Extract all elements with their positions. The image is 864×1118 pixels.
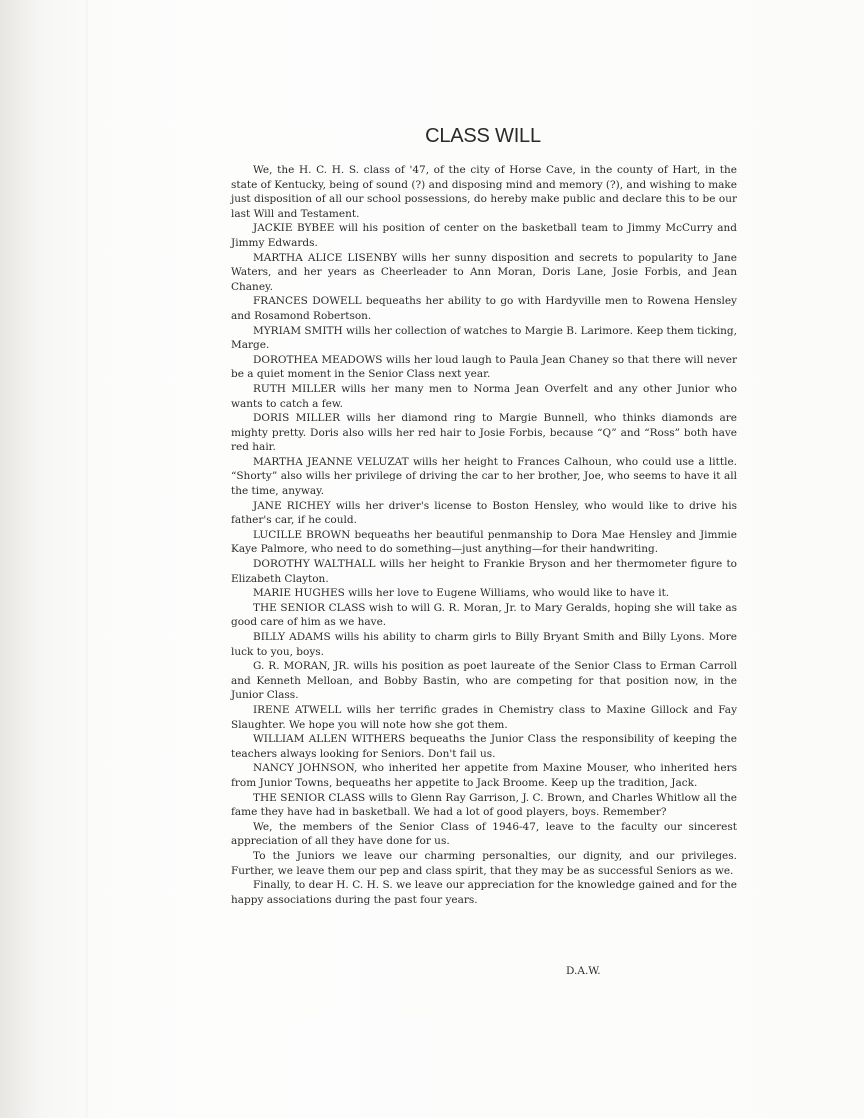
paragraph-martha-lisenby: MARTHA ALICE LISENBY wills her sunny disposition and secrets to popularity to Jane Waters, and her years as Cheerleader to Ann Moran, Doris Lane, Josie Forbis, and Jean Chaney. (231, 251, 737, 293)
paragraph-frances-dowell: FRANCES DOWELL bequeaths her ability to go with Hardyville men to Rowena Hensley and Rosamond Robertson. (231, 295, 737, 322)
paragraph-myriam-smith: MYRIAM SMITH wills her collection of watches to Margie B. Larimore. Keep them ticking, Marge. (231, 324, 737, 352)
paragraph-finally: Finally, to dear H. C. H. S. we leave our appreciation for the knowledge gained and for the happy associations during the past four years. (231, 879, 737, 906)
paragraph-preamble: We, the H. C. H. S. class of '47, of the city of Horse Cave, in the county of Hart, in the state of Kentucky, being of sound (?) and disposing mind and memory (?), and wishing to make just disposition of all our school possessions, do hereby make public and declare this to be our last Will and Testament. (231, 164, 737, 220)
paragraph-marie-hughes: MARIE HUGHES wills her love to Eugene Williams, who would like to have it. (253, 587, 670, 600)
paragraph-juniors: To the Juniors we leave our charming personalties, our dignity, and our privileges. Further, we leave them our pep and class spirit, that they may be as successful Seniors as we. (231, 849, 737, 877)
paragraph-dorothy-walthall: DOROTHY WALTHALL wills her height to Frankie Bryson and her thermometer figure to Elizabeth Clayton. (231, 558, 737, 585)
paragraph-faculty: We, the members of the Senior Class of 1946-47, leave to the faculty our sincerest appreciation of all they have done for us. (231, 820, 737, 848)
paragraph-jane-richey: JANE RICHEY wills her driver's license to Boston Hensley, who would like to drive his father's car, if he could. (231, 499, 737, 527)
paragraph-irene-atwell: IRENE ATWELL wills her terrific grades in Chemistry class to Maxine Gillock and Fay Slaughter. We hope you will note how she got them. (231, 703, 737, 731)
paragraph-william-withers: WILLIAM ALLEN WITHERS bequeaths the Junior Class the responsibility of keeping the teachers always looking for Seniors. Don't fail us. (231, 733, 737, 760)
page-fold-shadow (86, 0, 89, 1118)
paragraph-lucille-brown: LUCILLE BROWN bequeaths her beautiful penmanship to Dora Mae Hensley and Jimmie Kaye Palmore, who need to do something—just anything—for their handwriting. (231, 528, 737, 556)
page-title: CLASS WILL (425, 125, 541, 147)
signature-initials: D.A.W. (566, 965, 601, 977)
paragraph-billy-adams: BILLY ADAMS wills his ability to charm girls to Billy Bryant Smith and Billy Lyons. More luck to you, boys. (231, 631, 737, 658)
paragraph-senior-class-moran: THE SENIOR CLASS wish to will G. R. Moran, Jr. to Mary Geralds, hoping she will take as good care of him as we have. (231, 601, 737, 629)
paragraph-gr-moran: G. R. MORAN, JR. wills his position as poet laureate of the Senior Class to Erman Carroll and Kenneth Melloan, and Bobby Bastin, who are competing for that position now, in the Junior Class. (231, 660, 737, 702)
paragraph-dorothea-meadows: DOROTHEA MEADOWS wills her loud laugh to Paula Jean Chaney so that there will never be a quiet moment in the Senior Class next year. (231, 353, 737, 381)
paragraph-ruth-miller: RUTH MILLER wills her many men to Norma Jean Overfelt and any other Junior who wants to catch a few. (231, 382, 737, 410)
paragraph-jackie-bybee: JACKIE BYBEE will his position of center on the basketball team to Jimmy McCurry and Jimmy Edwards. (231, 222, 737, 249)
paragraph-martha-veluzat: MARTHA JEANNE VELUZAT wills her height to Frances Calhoun, who could use a little. “Shorty” also wills her privilege of driving the car to her brother, Joe, who seems to have it all the time, anyway. (231, 455, 737, 498)
will-body (231, 163, 737, 907)
paragraph-senior-class-basketball: THE SENIOR CLASS wills to Glenn Ray Garrison, J. C. Brown, and Charles Whitlow all the fame they have had in basketball. We had a lot of good players, boys. Remember? (231, 791, 737, 819)
paragraph-nancy-johnson: NANCY JOHNSON, who inherited her appetite from Maxine Mouser, who inherited hers from Junior Towns, bequeaths her appetite to Jack Broome. Keep up the tradition, Jack. (231, 762, 737, 789)
paragraph-doris-miller: DORIS MILLER wills her diamond ring to Margie Bunnell, who thinks diamonds are mighty pretty. Doris also wills her red hair to Josie Forbis, because “Q” and “Ross” both have red hair. (231, 412, 737, 454)
